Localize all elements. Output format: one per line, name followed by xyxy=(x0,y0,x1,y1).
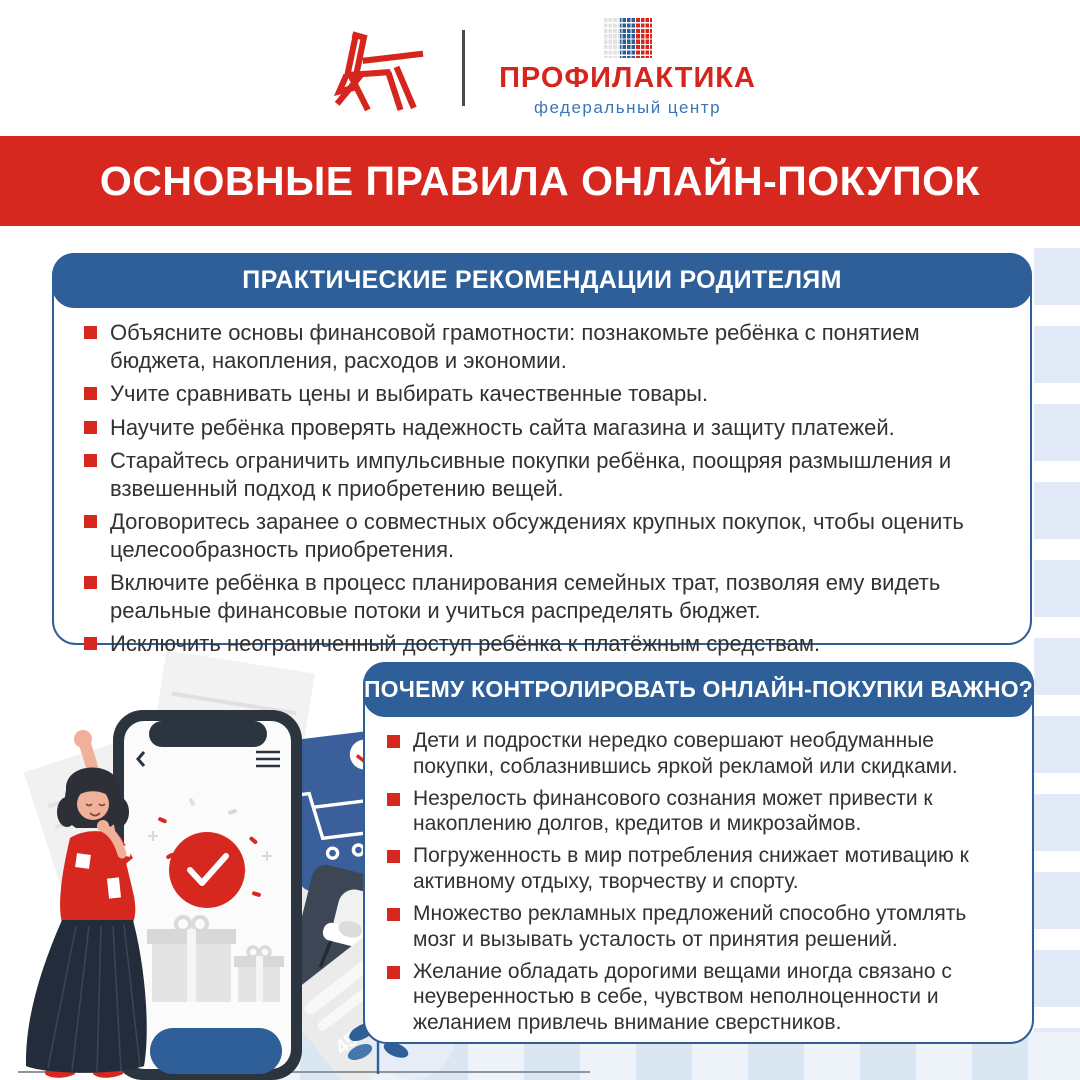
brand-logo xyxy=(499,18,756,118)
recommendations-card xyxy=(52,253,1032,656)
list-item xyxy=(84,447,1002,502)
recommendations-card-header xyxy=(52,253,1032,308)
bullet-square-icon xyxy=(84,387,97,400)
header xyxy=(0,0,1080,136)
bullet-square-icon xyxy=(387,908,400,921)
chair-logo-icon xyxy=(324,22,428,114)
success-check-circle xyxy=(169,832,245,908)
background-right-blocks xyxy=(1034,248,1080,1032)
bullet-square-icon xyxy=(84,576,97,589)
list-item xyxy=(84,414,1002,442)
list-item xyxy=(387,843,1012,895)
list-item xyxy=(84,380,1002,408)
list-item-text: Желание обладать дорогими вещами иногда связано с неуверенностью в себе, чувством неполноценности и желанием привлечь внимание сверстников. xyxy=(413,959,952,1035)
list-item xyxy=(387,786,1012,838)
list-item xyxy=(84,569,1002,624)
list-item-text: Включите ребёнка в процесс планирования семейных трат, позволяя ему видеть реальные финансовые потоки и учиться распределять бюджет. xyxy=(110,570,941,623)
phone-button xyxy=(150,1028,282,1074)
bullet-square-icon xyxy=(387,793,400,806)
bullet-square-icon xyxy=(387,735,400,748)
brand-subtitle: федеральный центр xyxy=(533,98,722,117)
list-item xyxy=(387,901,1012,953)
importance-card-header xyxy=(363,662,1034,717)
list-item-text: Старайтесь ограничить импульсивные покупки ребёнка, поощряя размышления и взвешенный подход к приобретению вещей. xyxy=(110,448,952,501)
title-banner xyxy=(0,136,1080,226)
recommendations-card-title: ПРАКТИЧЕСКИЕ РЕКОМЕНДАЦИИ РОДИТЕЛЯМ xyxy=(242,266,842,294)
bullet-square-icon xyxy=(387,966,400,979)
list-item-text: Учите сравнивать цены и выбирать качественные товары. xyxy=(110,381,709,406)
list-item-text: Договоритесь заранее о совместных обсуждениях крупных покупок, чтобы оценить целесообразность приобретения. xyxy=(110,509,964,562)
list-item xyxy=(84,508,1002,563)
bullet-square-icon xyxy=(84,454,97,467)
list-item-text: Дети и подростки нередко совершают необдуманные покупки, соблазнившись яркой рекламой или скидками. xyxy=(413,729,958,778)
recommendations-list xyxy=(54,255,1030,666)
list-item xyxy=(84,630,1002,658)
bullet-square-icon xyxy=(387,850,400,863)
poster-title: ОСНОВНЫЕ ПРАВИЛА ОНЛАЙН-ПОКУПОК xyxy=(99,157,981,204)
bullet-square-icon xyxy=(84,326,97,339)
importance-card xyxy=(363,662,1034,1044)
mosaic-flag-icon xyxy=(604,18,652,58)
bullet-square-icon xyxy=(84,637,97,650)
brand-name: ПРОФИЛАКТИКА xyxy=(499,62,756,94)
list-item-text: Незрелость финансового сознания может привести к накоплению долгов, кредитов и микрозаймов. xyxy=(413,786,933,836)
list-item-text: Научите ребёнка проверять надежность сайта магазина и защиту платежей. xyxy=(110,414,895,440)
list-item-text: Погруженность в мир потребления снижает мотивацию к активному отдыху, творчеству и спорту. xyxy=(413,844,969,894)
list-item xyxy=(387,728,1012,780)
importance-list xyxy=(365,664,1032,1044)
phone-notch xyxy=(149,721,267,747)
logo-divider xyxy=(462,30,465,106)
list-item xyxy=(387,959,1012,1036)
list-item-text: Исключить неограниченный доступ ребёнка к платёжным средствам. xyxy=(110,631,821,656)
list-item xyxy=(84,319,1002,374)
list-item-text: Множество рекламных предложений способно утомлять мозг и вызывать усталость от принятия решений. xyxy=(413,901,967,951)
bullet-square-icon xyxy=(84,421,97,434)
importance-card-title: ПОЧЕМУ КОНТРОЛИРОВАТЬ ОНЛАЙН-ПОКУПКИ ВАЖНО? xyxy=(363,676,1034,702)
list-item-text: Объясните основы финансовой грамотности: познакомьте ребёнка с понятием бюджета, накопления, расходов и экономии. xyxy=(110,320,920,373)
bullet-square-icon xyxy=(84,515,97,528)
